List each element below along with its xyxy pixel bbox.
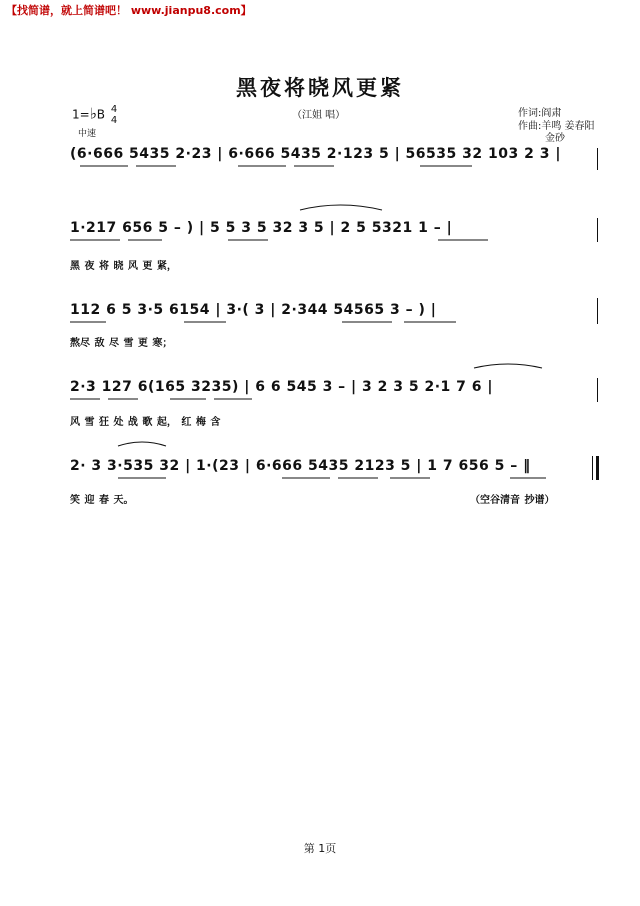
page-number: 第 1页 <box>303 842 337 855</box>
transcriber-credit: （空谷清音 抄谱） <box>470 495 555 506</box>
score-line-1: (6·666 5435 2·23 | 6·666 5435 2·123 5 | 56535 32 103 2 3 | <box>70 146 561 162</box>
key-note: B <box>96 107 106 122</box>
time-top: 4 <box>110 104 118 115</box>
composer-credit-2: 金砂 <box>545 133 565 144</box>
lyrics-line-5: 笑 迎 春 天。 <box>70 495 134 506</box>
score-line-2: 1·217 656 5 – ) | 5 5 3 5 32 3 5 | 2 5 5321 1 – | <box>70 220 453 236</box>
score-line-4: 2·3 127 6(165 3235) | 6 6 545 3 – | 3 2 3 5 2·1 7 6 | <box>70 379 494 395</box>
lyrics-line-3: 熬尽 敌 尽 雪 更 寒； <box>70 338 173 349</box>
score-line-5: 2· 3 3·535 32 | 1·(23 | 6·666 5435 2123 5 | 1 7 656 5 – ‖ <box>70 458 531 474</box>
bar-line <box>592 456 593 480</box>
tempo-marking: 中速 <box>78 129 97 139</box>
lyrics-line-2: 黑 夜 将 晓 风 更 紧， <box>70 261 177 272</box>
bar-line <box>597 378 598 402</box>
slur <box>300 205 382 210</box>
lyrics-line-4: 风 雪 狂 处 战 歌 起， 红 梅 含 <box>70 417 221 428</box>
score-line-3: 112 6 5 3·5 6154 | 3·( 3 | 2·344 54565 3 – ) | <box>70 302 437 318</box>
singer-note: （江姐 唱） <box>292 110 346 121</box>
time-bottom: 4 <box>110 115 118 126</box>
composer-credit: 作曲:羊鸣 姜春阳 <box>518 121 595 132</box>
final-bar-line <box>596 456 599 480</box>
bar-line <box>597 298 598 324</box>
slur <box>474 364 542 368</box>
song-title: 黑夜将晓风更紧 <box>236 75 404 100</box>
slur <box>118 442 166 446</box>
bar-line <box>597 218 598 242</box>
key-prefix: 1= <box>72 107 90 122</box>
site-banner[interactable]: 【找简谱，就上简谱吧！ www.jianpu8.com】 <box>6 4 252 17</box>
bar-line <box>597 148 598 170</box>
flat-icon: ♭ <box>89 104 97 123</box>
lyricist-credit: 作词:阎肃 <box>518 108 562 119</box>
